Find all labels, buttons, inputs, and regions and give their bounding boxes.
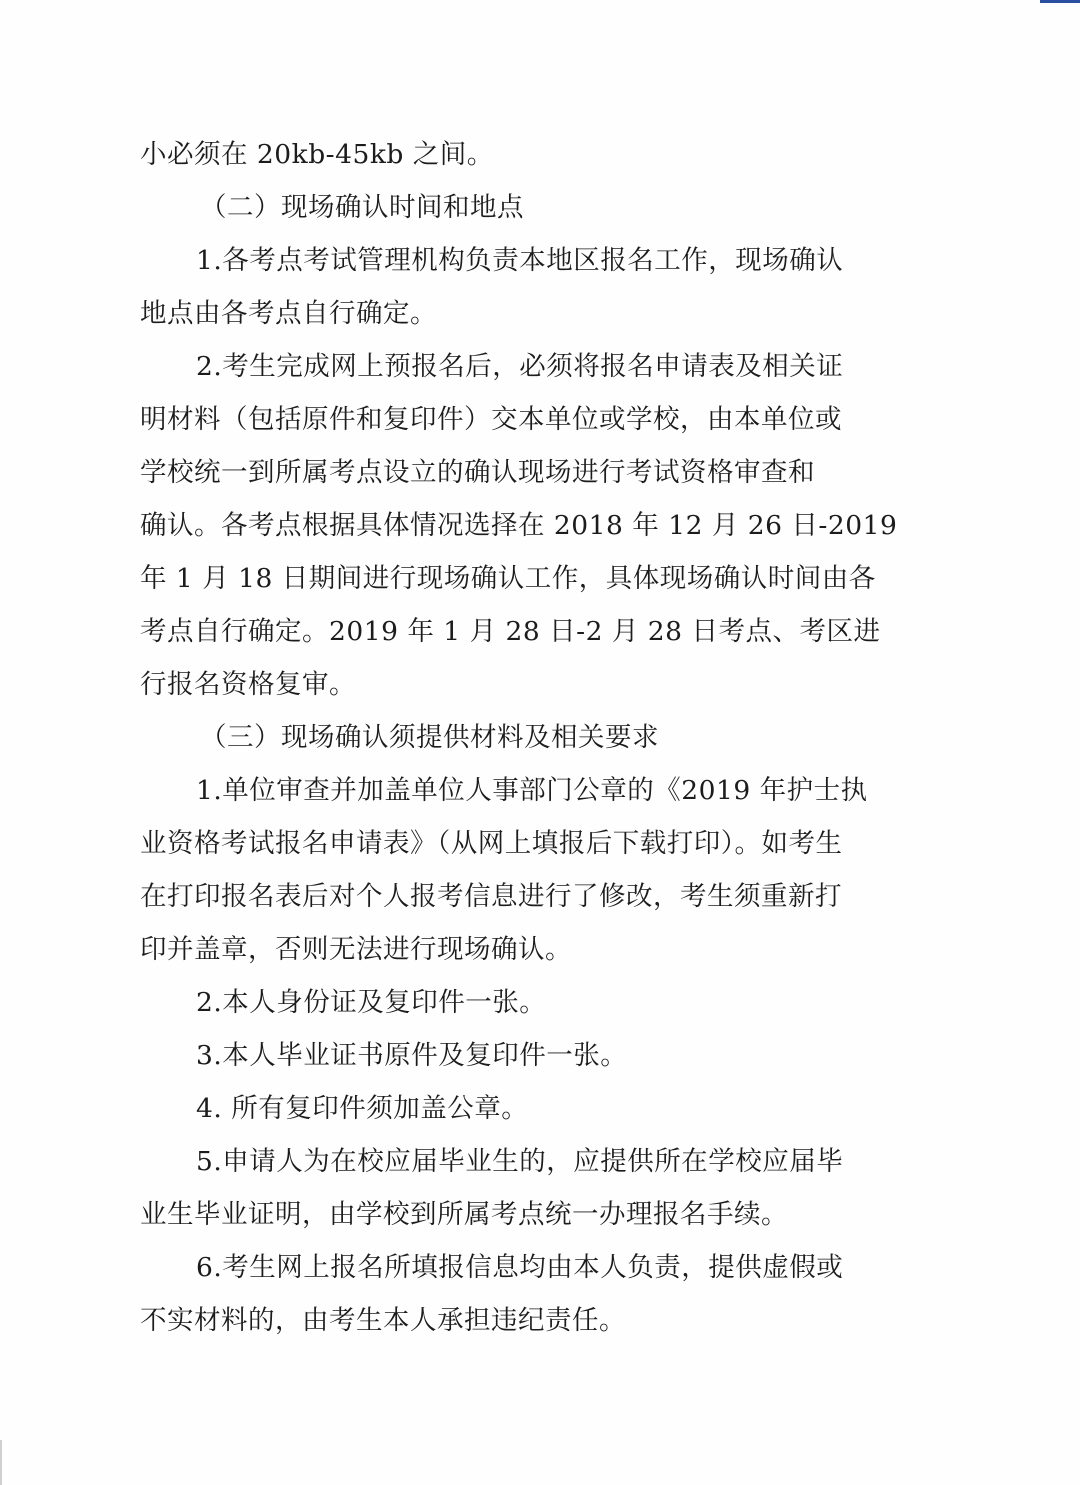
scan-edge-mark: [1040, 0, 1080, 3]
paragraph-line: 1.各考点考试管理机构负责本地区报名工作，现场确认: [196, 245, 844, 276]
list-item: 4. 所有复印件须加盖公章。: [196, 1093, 529, 1124]
paragraph-line: 确认。各考点根据具体情况选择在 2018 年 12 月 26 日-2019: [140, 510, 898, 541]
paragraph-line: 行报名资格复审。: [140, 669, 356, 700]
paragraph-line: 印并盖章，否则无法进行现场确认。: [140, 934, 572, 965]
paragraph-line: 明材料（包括原件和复印件）交本单位或学校，由本单位或: [140, 404, 842, 435]
list-item: 2.本人身份证及复印件一张。: [196, 987, 547, 1018]
paragraph-line: 不实材料的，由考生本人承担违纪责任。: [140, 1305, 626, 1336]
paragraph-line: 年 1 月 18 日期间进行现场确认工作，具体现场确认时间由各: [140, 563, 876, 594]
paragraph-line: 考点自行确定。2019 年 1 月 28 日-2 月 28 日考点、考区进: [140, 616, 881, 647]
scan-edge-mark-left: [0, 1440, 2, 1485]
paragraph-line: 学校统一到所属考点设立的确认现场进行考试资格审查和: [140, 457, 815, 488]
paragraph-line: 在打印报名表后对个人报考信息进行了修改，考生须重新打: [140, 881, 842, 912]
paragraph-line: 2.考生完成网上预报名后，必须将报名申请表及相关证: [196, 351, 844, 382]
list-item: 5.申请人为在校应届毕业生的，应提供所在学校应届毕: [196, 1146, 844, 1177]
section-heading-2: （二）现场确认时间和地点: [200, 192, 524, 223]
paragraph-line: 1.单位审查并加盖单位人事部门公章的《2019 年护士执: [196, 775, 868, 806]
paragraph-line: 业资格考试报名申请表》（从网上填报后下载打印）。如考生: [140, 828, 843, 859]
paragraph-line: 地点由各考点自行确定。: [140, 298, 437, 329]
paragraph-line: 业生毕业证明，由学校到所属考点统一办理报名手续。: [140, 1199, 788, 1230]
list-item: 3.本人毕业证书原件及复印件一张。: [196, 1040, 628, 1071]
list-item: 6.考生网上报名所填报信息均由本人负责，提供虚假或: [196, 1252, 844, 1283]
body-line-continuation: 小必须在 20kb-45kb 之间。: [140, 139, 494, 170]
section-heading-3: （三）现场确认须提供材料及相关要求: [200, 722, 659, 753]
